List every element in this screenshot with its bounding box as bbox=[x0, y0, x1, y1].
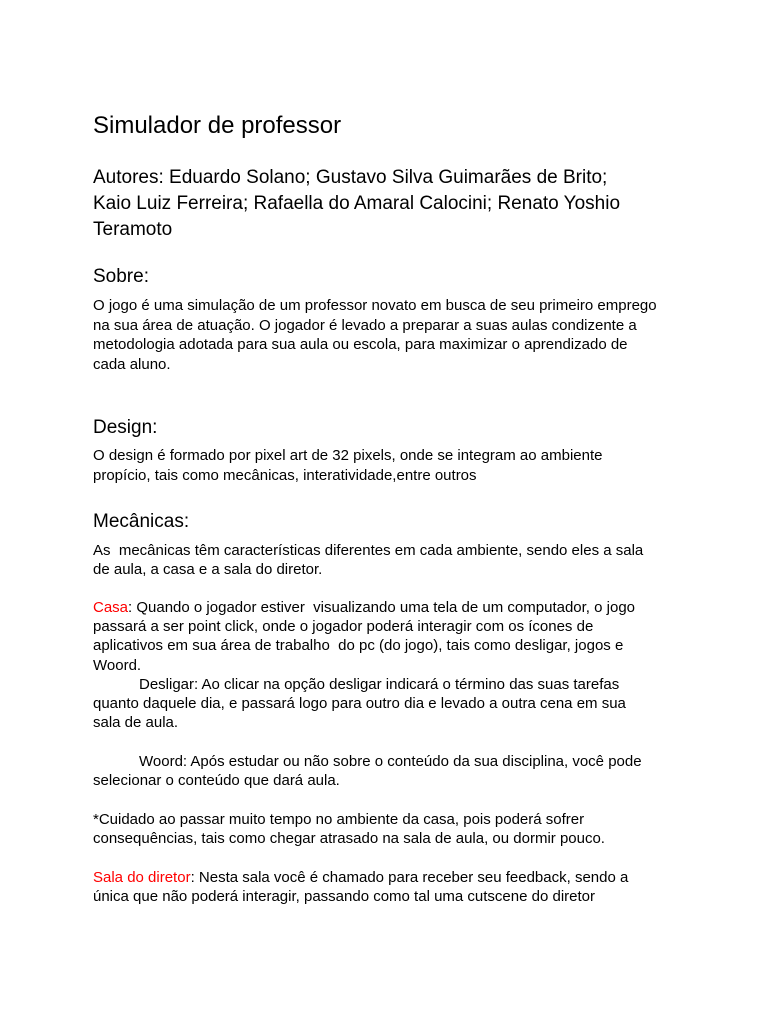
paragraph-line-indented: Desligar: Ao clicar na opção desligar indicará o término das suas tarefas bbox=[139, 676, 620, 693]
section-heading-mecanicas: Mecânicas: bbox=[93, 511, 190, 532]
paragraph-line: única que não poderá interagir, passando como tal uma cutscene do diretor bbox=[93, 888, 595, 905]
paragraph-line: O jogo é uma simulação de um professor novato em busca de seu primeiro emprego bbox=[93, 297, 657, 314]
paragraph-line: de aula, a casa e a sala do diretor. bbox=[93, 561, 323, 578]
sala-diretor-text: : Nesta sala você é chamado para receber seu feedback, sendo a bbox=[190, 869, 629, 886]
casa-text: : Quando o jogador estiver visualizando uma tela de um computador, o jogo bbox=[128, 599, 636, 616]
section-heading-design: Design: bbox=[93, 417, 158, 438]
paragraph-line: quanto daquele dia, e passará logo para outro dia e levado a outra cena em sua bbox=[93, 695, 626, 712]
sala-diretor-label: Sala do diretor bbox=[93, 869, 191, 886]
paragraph-line-sala-diretor bbox=[93, 868, 628, 887]
paragraph-line: na sua área de atuação. O jogador é levado a preparar a suas aulas condizente a bbox=[93, 317, 637, 334]
paragraph-line: passará a ser point click, onde o jogador poderá interagir com os ícones de bbox=[93, 618, 594, 635]
paragraph-line: Woord. bbox=[93, 657, 142, 674]
authors-line: Kaio Luiz Ferreira; Rafaella do Amaral Calocini; Renato Yoshio bbox=[93, 193, 621, 214]
paragraph-line: selecionar o conteúdo que dará aula. bbox=[93, 772, 340, 789]
paragraph-line: metodologia adotada para sua aula ou escola, para maximizar o aprendizado de bbox=[93, 336, 628, 353]
authors-line: Teramoto bbox=[93, 219, 173, 240]
paragraph-line: *Cuidado ao passar muito tempo no ambiente da casa, pois poderá sofrer bbox=[93, 811, 585, 828]
paragraph-line: cada aluno. bbox=[93, 356, 171, 373]
paragraph-line-indented: Woord: Após estudar ou não sobre o conteúdo da sua disciplina, você pode bbox=[139, 753, 642, 770]
authors-line: Autores: Eduardo Solano; Gustavo Silva Guimarães de Brito; bbox=[93, 167, 608, 188]
paragraph-line: consequências, tais como chegar atrasado na sala de aula, ou dormir pouco. bbox=[93, 830, 605, 847]
paragraph-line: O design é formado por pixel art de 32 pixels, onde se integram ao ambiente bbox=[93, 447, 603, 464]
paragraph-line: As mecânicas têm características diferentes em cada ambiente, sendo eles a sala bbox=[93, 542, 644, 559]
paragraph-line: aplicativos em sua área de trabalho do pc (do jogo), tais como desligar, jogos e bbox=[93, 637, 624, 654]
page-title: Simulador de professor bbox=[93, 112, 342, 139]
paragraph-line: sala de aula. bbox=[93, 714, 179, 731]
casa-label: Casa bbox=[93, 599, 129, 616]
section-heading-sobre: Sobre: bbox=[93, 266, 149, 287]
paragraph-line-casa bbox=[93, 598, 635, 617]
paragraph-line: propício, tais como mecânicas, interatividade,entre outros bbox=[93, 467, 477, 484]
